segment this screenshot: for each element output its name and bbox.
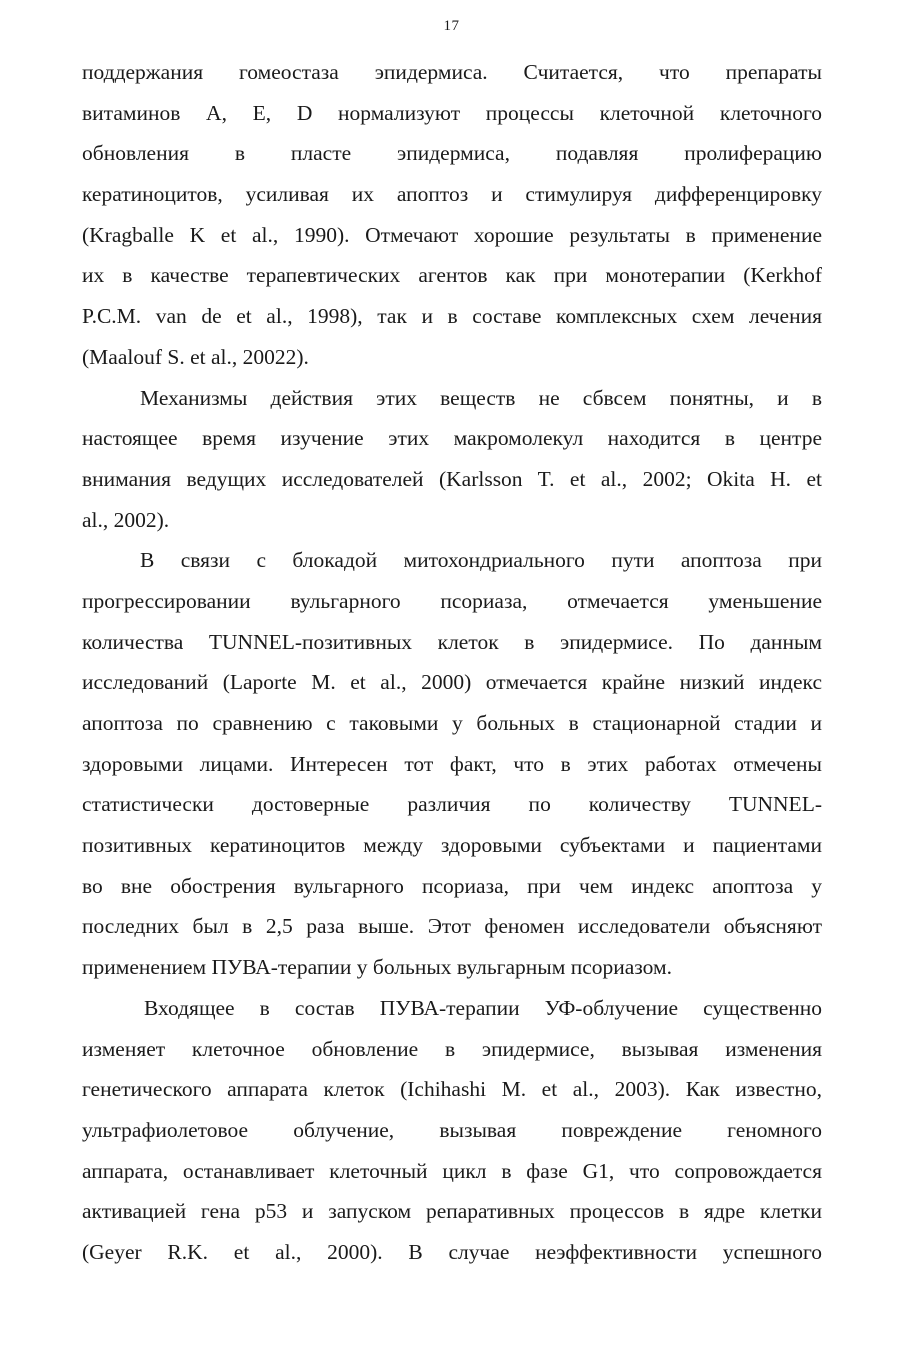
text-line: (Maalouf S. et al., 20022).: [82, 344, 309, 369]
text-line: внимания ведущих исследователей (Karlsson T. et al., 2002; Okita H. et: [82, 466, 822, 491]
text-line: статистически достоверные различия по количеству TUNNEL-: [82, 792, 822, 817]
text-line: позитивных кератиноцитов между здоровыми субъектами и пациентами: [82, 833, 822, 858]
text-line: последних был в 2,5 раза выше. Этот феномен исследователи объясняют: [82, 914, 822, 939]
text-line: В связи с блокадой митохондриального пути апоптоза при: [140, 548, 822, 573]
text-line: Входящее в состав ПУВА-терапии УФ-облучение существенно: [144, 995, 822, 1020]
text-line: их в качестве терапевтических агентов как при монотерапии (Kerkhof: [82, 263, 822, 288]
text-line: al., 2002).: [82, 507, 170, 532]
page-number: 17: [443, 18, 460, 34]
text-line: аппарата, останавливает клеточный цикл в фазе G1, что сопровождается: [82, 1158, 822, 1183]
text-line: здоровыми лицами. Интересен тот факт, что в этих работах отмечены: [82, 751, 822, 776]
text-line: (Geyer R.K. et al., 2000). В случае неэффективности успешного: [82, 1239, 822, 1264]
text-line: во вне обострения вульгарного псориаза, при чем индекс апоптоза у: [82, 873, 822, 898]
text-line: активацией гена p53 и запуском репаративных процессов в ядре клетки: [82, 1199, 822, 1224]
paragraph-4: [82, 988, 822, 1273]
text-line: (Kragballe K et al., 1990). Отмечают хорошие результаты в применение: [82, 222, 822, 247]
text-line: применением ПУВА-терапии у больных вульгарным псориазом.: [82, 955, 672, 980]
text-line: генетического аппарата клеток (Ichihashi M. et al., 2003). Как известно,: [82, 1077, 822, 1102]
text-line: количества TUNNEL-позитивных клеток в эпидермисе. По данным: [82, 629, 822, 654]
text-line: Механизмы действия этих веществ не сбвсем понятны, и в: [140, 385, 822, 410]
paragraph-3: [82, 540, 822, 988]
text-line: витаминов А, Е, D нормализуют процессы клеточной клеточного: [82, 100, 822, 125]
text-line: изменяет клеточное обновление в эпидермисе, вызывая изменения: [82, 1036, 822, 1061]
text-line: P.C.M. van de et al., 1998), так и в составе комплексных схем лечения: [82, 304, 822, 329]
paragraph-2: [82, 378, 822, 541]
text-line: поддержания гомеостаза эпидермиса. Считается, что препараты: [82, 60, 822, 84]
text-line: апоптоза по сравнению с таковыми у больных в стационарной стадии и: [82, 711, 822, 735]
text-line: прогрессировании вульгарного псориаза, отмечается уменьшение: [82, 588, 822, 613]
text-line: кератиноцитов, усиливая их апоптоз и стимулируя дифференцировку: [82, 182, 822, 207]
text-line: обновления в пласте эпидермиса, подавляя пролиферацию: [82, 141, 822, 166]
text-line: ультрафиолетовое облучение, вызывая повреждение геномного: [82, 1117, 822, 1142]
document-body: [82, 52, 822, 1273]
text-line: исследований (Laporte M. et al., 2000) отмечается крайне низкий индекс: [82, 670, 822, 695]
text-line: настоящее время изучение этих макромолекул находится в центре: [82, 426, 822, 451]
paragraph-1: [82, 52, 822, 378]
